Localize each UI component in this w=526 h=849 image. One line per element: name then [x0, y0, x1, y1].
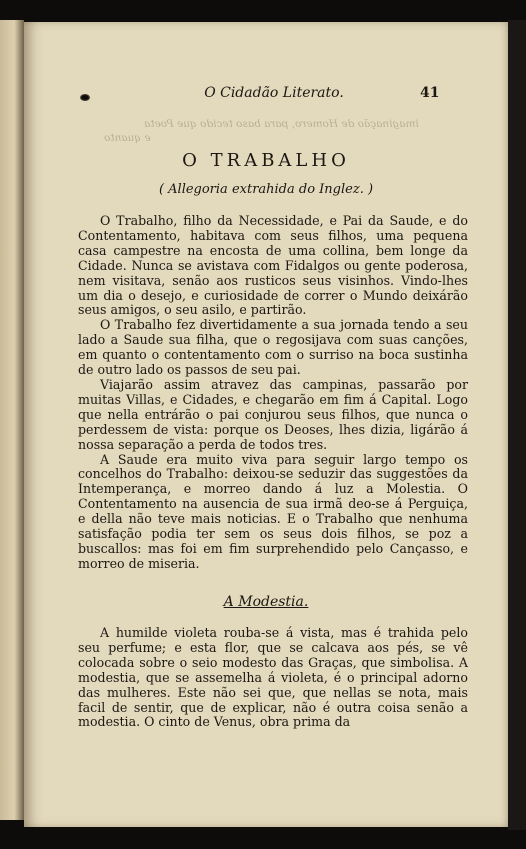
book-edge	[508, 20, 526, 830]
article-paragraph-4: A Saude era muito viva para seguir largo tempo os concelhos do Trabalho: deixou-se seduzir das suggestões da Intemperança, e morreo dando á luz a Molestia. O Contentamento na ausencia de sua irmã deo-se á Perguiça, e della não teve mais noticias. E o Trabalho que nenhuma satisfação podia ter sem os seus dois filhos, se poz a buscallos: mas foi em fim surprehendido pelo Cançasso, e morreo de miseria.	[78, 451, 468, 571]
article-subtitle: ( Allegoria extrahida do Inglez. )	[158, 182, 374, 197]
bleed-through-line-2: e quanto	[104, 132, 151, 144]
bleed-through-line-1: imaginação de Homero, para baso tecido que Poeta	[144, 118, 419, 130]
running-head-title: O Cidadão Literato.	[204, 85, 344, 101]
article-paragraph-3: Viajarão assim atravez das campinas, passarão por muitas Villas, e Cidades, e chegarão em fim á Capital. Logo que nella entrárão o pai conjurou seus filhos, que nunca o perdessem de vista: porque os Deoses, lhes dizia, ligárão á nossa separação a perda de todos tres.	[78, 376, 468, 452]
article-title: O TRABALHO	[182, 150, 350, 171]
section-body	[78, 626, 468, 730]
section-title: A Modestia.	[223, 594, 309, 610]
article-paragraph-1: O Trabalho, filho da Necessidade, e Pai da Saude, e do Contentamento, habitava com seus filhos, uma pequena casa campestre na encosta de uma collina, bem longe da Cidade. Nunca se avistava com Fidalgos ou gente poderosa, nem visitava, senão aos rusticos seus visinhos. Vindo-lhes um dia o desejo, e curiosidade de correr o Mundo deixárão seus amigos, o seu asilo, e partirão.	[78, 213, 468, 318]
article-body	[78, 214, 468, 572]
running-head	[24, 85, 508, 111]
book-page	[24, 22, 508, 827]
section-paragraph-1: A humilde violeta rouba-se á vista, mas é trahida pelo seu perfume; e esta flor, que se calcava aos pés, se vê colocada sobre o seio modesto das Graças, que simbolisa. A modestia, que se assemelha á violeta, é o principal adorno das mulheres. Este não sei que, que nellas se nota, mais facil de sentir, que de explicar, não é outra coisa senão a modestia. O cinto de Venus, obra prima da	[78, 625, 468, 730]
page-number: 41	[420, 85, 440, 101]
facing-page-edge	[0, 20, 24, 820]
article-paragraph-2: O Trabalho fez divertidamente a sua jornada tendo a seu lado a Saude sua filha, que o regosijava com suas canções, em quanto o contentamento com o surriso na boca sustinha de outro lado os passos de seu pai.	[78, 317, 468, 378]
